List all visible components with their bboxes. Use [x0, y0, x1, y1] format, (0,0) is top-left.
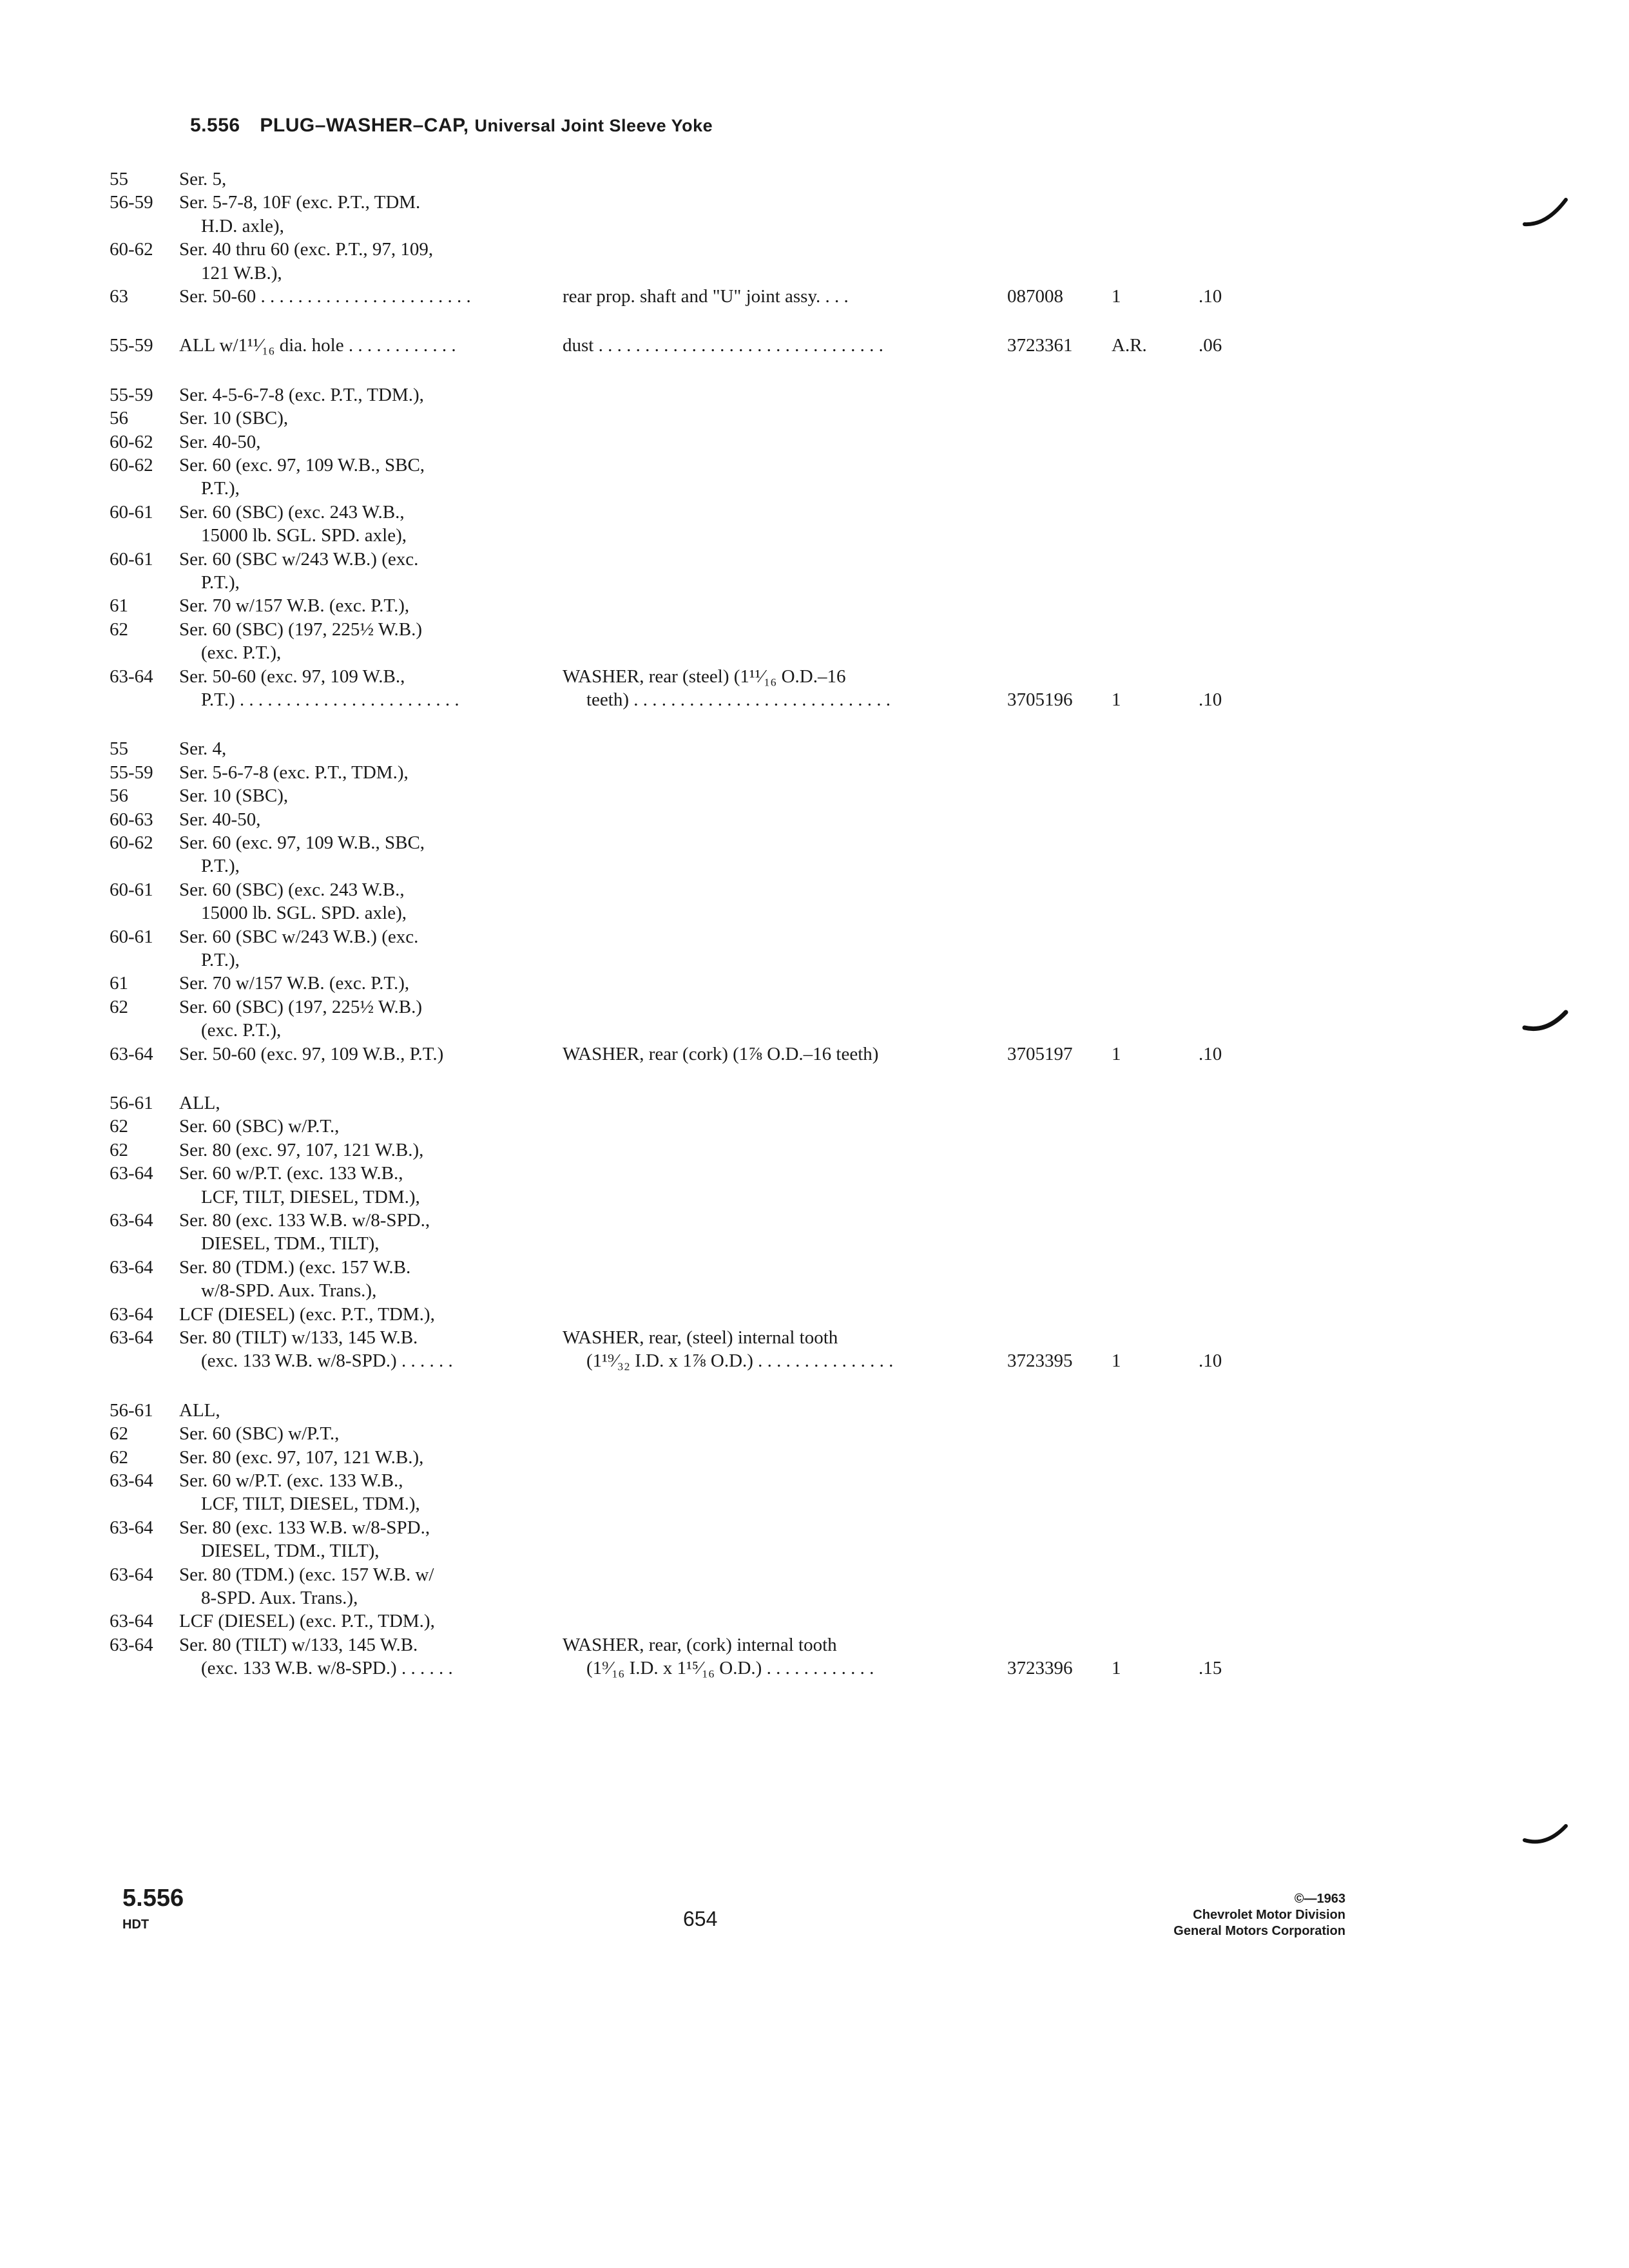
- price: .10: [1199, 1350, 1222, 1371]
- table-row: [0, 455, 1629, 478]
- model-years: 55: [110, 169, 128, 189]
- table-row: [0, 1470, 1629, 1494]
- table-row: [0, 549, 1629, 572]
- table-row: [0, 286, 1629, 309]
- application: ALL,: [179, 1093, 220, 1113]
- model-years: 62: [110, 1423, 128, 1444]
- section-header: [190, 115, 713, 137]
- model-years: 60-62: [110, 432, 153, 452]
- table-row: [0, 1611, 1629, 1634]
- model-years: 60-61: [110, 927, 153, 947]
- table-row: [0, 1658, 1629, 1681]
- application: LCF (DIESEL) (exc. P.T., TDM.),: [179, 1611, 435, 1631]
- table-row: [0, 879, 1629, 903]
- application: Ser. 5-6-7-8 (exc. P.T., TDM.),: [179, 762, 409, 783]
- table-row: [0, 785, 1629, 809]
- application: ALL,: [179, 1400, 220, 1421]
- table-row: [0, 1541, 1629, 1564]
- application: LCF (DIESEL) (exc. P.T., TDM.),: [179, 1304, 435, 1325]
- application: DIESEL, TDM., TILT),: [201, 1541, 380, 1561]
- model-years: 55-59: [110, 762, 153, 783]
- application: P.T.),: [201, 856, 240, 876]
- application: Ser. 5,: [179, 169, 227, 189]
- table-row: [0, 1140, 1629, 1163]
- model-years: 60-61: [110, 502, 153, 523]
- table-row: [0, 1304, 1629, 1327]
- part-number: 3723361: [1007, 335, 1073, 356]
- table-row: [0, 1517, 1629, 1541]
- footer-section-number: 5.556: [122, 1885, 184, 1912]
- quantity: 1: [1112, 1658, 1121, 1678]
- application: (exc. P.T.),: [201, 1020, 282, 1041]
- application: Ser. 10 (SBC),: [179, 785, 289, 806]
- model-years: 62: [110, 1140, 128, 1160]
- table-row: [0, 1423, 1629, 1446]
- application: (exc. 133 W.B. w/8-SPD.) . . . . . .: [201, 1350, 453, 1371]
- model-years: 55-59: [110, 335, 153, 356]
- model-years: 63-64: [110, 1304, 153, 1325]
- table-row: [0, 1635, 1629, 1658]
- model-years: 55: [110, 738, 128, 759]
- table-row: [0, 1564, 1629, 1588]
- table-row: [0, 973, 1629, 996]
- model-years: 56-61: [110, 1400, 153, 1421]
- application: P.T.),: [201, 478, 240, 499]
- table-row: [0, 1400, 1629, 1423]
- table-row: [0, 385, 1629, 408]
- table-row: [0, 239, 1629, 262]
- table-row: [0, 1210, 1629, 1233]
- application: Ser. 60 (SBC) (exc. 243 W.B.,: [179, 879, 405, 900]
- binder-mark: [1521, 1002, 1572, 1041]
- part-description: WASHER, rear, (steel) internal tooth: [563, 1327, 838, 1348]
- footer-publisher: [1173, 1891, 1345, 1939]
- model-years: 61: [110, 595, 128, 616]
- application: Ser. 60 (exc. 97, 109 W.B., SBC,: [179, 832, 425, 853]
- model-years: 62: [110, 1447, 128, 1468]
- table-row: [0, 1233, 1629, 1256]
- model-years: 63-64: [110, 1635, 153, 1655]
- application: Ser. 80 (TILT) w/133, 145 W.B.: [179, 1635, 418, 1655]
- model-years: 60-63: [110, 809, 153, 830]
- application: (exc. P.T.),: [201, 642, 282, 663]
- footer-code: HDT: [122, 1917, 149, 1932]
- model-years: 55-59: [110, 385, 153, 405]
- model-years: 62: [110, 619, 128, 640]
- table-row: [0, 832, 1629, 856]
- application: LCF, TILT, DIESEL, TDM.),: [201, 1187, 420, 1207]
- application: Ser. 70 w/157 W.B. (exc. P.T.),: [179, 973, 410, 994]
- model-years: 60-62: [110, 239, 153, 260]
- application: Ser. 60 (SBC) (exc. 243 W.B.,: [179, 502, 405, 523]
- table-row: [0, 525, 1629, 548]
- table-row: [0, 1447, 1629, 1470]
- model-years: 62: [110, 1116, 128, 1137]
- table-row: [0, 1187, 1629, 1210]
- table-row: [0, 762, 1629, 785]
- table-row: [0, 1494, 1629, 1517]
- quantity: 1: [1112, 689, 1121, 710]
- model-years: 60-62: [110, 455, 153, 476]
- table-row: [0, 1093, 1629, 1116]
- part-description: teeth) . . . . . . . . . . . . . . . . . . . . . . . . . . . .: [586, 689, 891, 710]
- application: Ser. 4,: [179, 738, 227, 759]
- part-description: WASHER, rear (steel) (1¹¹⁄₁₆ O.D.–16: [563, 666, 846, 687]
- application: Ser. 80 (TILT) w/133, 145 W.B.: [179, 1327, 418, 1348]
- model-years: 63: [110, 286, 128, 307]
- table-row: [0, 478, 1629, 501]
- application: Ser. 60 (exc. 97, 109 W.B., SBC,: [179, 455, 425, 476]
- application: Ser. 40-50,: [179, 432, 261, 452]
- application: Ser. 40-50,: [179, 809, 261, 830]
- application: Ser. 80 (exc. 97, 107, 121 W.B.),: [179, 1140, 424, 1160]
- application: 121 W.B.),: [201, 263, 282, 284]
- table-row: [0, 1280, 1629, 1303]
- model-years: 63-64: [110, 666, 153, 687]
- table-row: [0, 950, 1629, 973]
- table-row: [0, 809, 1629, 832]
- model-years: 63-64: [110, 1564, 153, 1585]
- application: P.T.),: [201, 950, 240, 970]
- section-number: 5.556: [190, 115, 240, 136]
- part-number: 3705196: [1007, 689, 1073, 710]
- application: Ser. 80 (TDM.) (exc. 157 W.B.: [179, 1257, 411, 1278]
- table-row: [0, 216, 1629, 239]
- section-title: PLUG–WASHER–CAP,: [260, 115, 469, 136]
- corporation-name: General Motors Corporation: [1173, 1924, 1345, 1938]
- part-description: rear prop. shaft and "U" joint assy. . . .: [563, 286, 849, 307]
- application: Ser. 60 (SBC w/243 W.B.) (exc.: [179, 549, 419, 570]
- part-description: (1⁹⁄₁₆ I.D. x 1¹⁵⁄₁₆ O.D.) . . . . . . . . . . . .: [586, 1658, 874, 1678]
- part-description: dust . . . . . . . . . . . . . . . . . . . . . . . . . . . . . . .: [563, 335, 883, 356]
- application: Ser. 80 (exc. 133 W.B. w/8-SPD.,: [179, 1517, 430, 1538]
- application: Ser. 4-5-6-7-8 (exc. P.T., TDM.),: [179, 385, 424, 405]
- application: H.D. axle),: [201, 216, 284, 236]
- table-row: [0, 263, 1629, 286]
- part-number: 3705197: [1007, 1044, 1073, 1064]
- application: ALL w/1¹¹⁄₁₆ dia. hole . . . . . . . . . . . .: [179, 335, 456, 356]
- quantity: 1: [1112, 286, 1121, 307]
- part-number: 087008: [1007, 286, 1063, 307]
- model-years: 63-64: [110, 1327, 153, 1348]
- table-row: [0, 335, 1629, 358]
- application: DIESEL, TDM., TILT),: [201, 1233, 380, 1254]
- table-row: [0, 169, 1629, 192]
- table-row: [0, 666, 1629, 689]
- application: Ser. 50-60 (exc. 97, 109 W.B.,: [179, 666, 405, 687]
- model-years: 60-62: [110, 832, 153, 853]
- model-years: 63-64: [110, 1163, 153, 1184]
- table-row: [0, 502, 1629, 525]
- price: .10: [1199, 286, 1222, 307]
- model-years: 60-61: [110, 879, 153, 900]
- binder-mark: [1521, 1817, 1572, 1856]
- price: .10: [1199, 1044, 1222, 1064]
- model-years: 63-64: [110, 1517, 153, 1538]
- part-description: WASHER, rear (cork) (1⅞ O.D.–16 teeth): [563, 1044, 879, 1064]
- model-years: 60-61: [110, 549, 153, 570]
- application: Ser. 5-7-8, 10F (exc. P.T., TDM.: [179, 192, 421, 213]
- application: w/8-SPD. Aux. Trans.),: [201, 1280, 377, 1301]
- table-row: [0, 1327, 1629, 1350]
- application: P.T.),: [201, 572, 240, 593]
- table-row: [0, 1116, 1629, 1139]
- application: Ser. 40 thru 60 (exc. P.T., 97, 109,: [179, 239, 434, 260]
- binder-mark: [1521, 193, 1572, 232]
- application: P.T.) . . . . . . . . . . . . . . . . . . . . . . . .: [201, 689, 459, 710]
- model-years: 63-64: [110, 1044, 153, 1064]
- model-years: 63-64: [110, 1470, 153, 1491]
- quantity: 1: [1112, 1044, 1121, 1064]
- application: Ser. 80 (exc. 97, 107, 121 W.B.),: [179, 1447, 424, 1468]
- table-row: [0, 595, 1629, 619]
- part-description: WASHER, rear, (cork) internal tooth: [563, 1635, 837, 1655]
- application: Ser. 10 (SBC),: [179, 408, 289, 428]
- price: .06: [1199, 335, 1222, 356]
- application: LCF, TILT, DIESEL, TDM.),: [201, 1494, 420, 1514]
- application: Ser. 50-60 (exc. 97, 109 W.B., P.T.): [179, 1044, 444, 1064]
- table-row: [0, 1257, 1629, 1280]
- model-years: 62: [110, 997, 128, 1017]
- table-row: [0, 903, 1629, 926]
- part-number: 3723396: [1007, 1658, 1073, 1678]
- footer-left: [122, 1885, 184, 1932]
- application: Ser. 70 w/157 W.B. (exc. P.T.),: [179, 595, 410, 616]
- price: .10: [1199, 689, 1222, 710]
- application: Ser. 60 (SBC) w/P.T.,: [179, 1423, 340, 1444]
- application: Ser. 80 (exc. 133 W.B. w/8-SPD.,: [179, 1210, 430, 1231]
- application: Ser. 60 (SBC) (197, 225½ W.B.): [179, 997, 423, 1017]
- page-number: 654: [683, 1907, 718, 1930]
- model-years: 56: [110, 785, 128, 806]
- table-row: [0, 642, 1629, 666]
- model-years: 63-64: [110, 1257, 153, 1278]
- section-subtitle: Universal Joint Sleeve Yoke: [474, 116, 713, 135]
- application: Ser. 60 w/P.T. (exc. 133 W.B.,: [179, 1470, 403, 1491]
- table-row: [0, 927, 1629, 950]
- table-row: [0, 432, 1629, 455]
- quantity: 1: [1112, 1350, 1121, 1371]
- application: 8-SPD. Aux. Trans.),: [201, 1588, 358, 1608]
- model-years: 56: [110, 408, 128, 428]
- model-years: 63-64: [110, 1611, 153, 1631]
- table-row: [0, 997, 1629, 1020]
- part-number: 3723395: [1007, 1350, 1073, 1371]
- quantity: A.R.: [1112, 335, 1147, 356]
- application: Ser. 60 w/P.T. (exc. 133 W.B.,: [179, 1163, 403, 1184]
- application: Ser. 80 (TDM.) (exc. 157 W.B. w/: [179, 1564, 434, 1585]
- application: Ser. 50-60 . . . . . . . . . . . . . . . . . . . . . . .: [179, 286, 471, 307]
- application: Ser. 60 (SBC) (197, 225½ W.B.): [179, 619, 423, 640]
- table-row: [0, 192, 1629, 215]
- table-row: [0, 1163, 1629, 1186]
- price: .15: [1199, 1658, 1222, 1678]
- table-row: [0, 619, 1629, 642]
- division-name: Chevrolet Motor Division: [1193, 1908, 1345, 1922]
- table-row: [0, 856, 1629, 879]
- application: (exc. 133 W.B. w/8-SPD.) . . . . . .: [201, 1658, 453, 1678]
- table-row: [0, 738, 1629, 762]
- model-years: 61: [110, 973, 128, 994]
- table-row: [0, 1044, 1629, 1067]
- table-row: [0, 1350, 1629, 1374]
- application: Ser. 60 (SBC w/243 W.B.) (exc.: [179, 927, 419, 947]
- application: 15000 lb. SGL. SPD. axle),: [201, 525, 407, 546]
- model-years: 56-59: [110, 192, 153, 213]
- table-row: [0, 408, 1629, 431]
- table-row: [0, 1588, 1629, 1611]
- copyright-notice: ©—1963: [1294, 1892, 1345, 1906]
- part-description: (1¹⁹⁄₃₂ I.D. x 1⅞ O.D.) . . . . . . . . . . . . . . .: [586, 1350, 894, 1371]
- table-row: [0, 1020, 1629, 1043]
- application: Ser. 60 (SBC) w/P.T.,: [179, 1116, 340, 1137]
- table-row: [0, 572, 1629, 595]
- table-row: [0, 689, 1629, 713]
- application: 15000 lb. SGL. SPD. axle),: [201, 903, 407, 923]
- model-years: 63-64: [110, 1210, 153, 1231]
- model-years: 56-61: [110, 1093, 153, 1113]
